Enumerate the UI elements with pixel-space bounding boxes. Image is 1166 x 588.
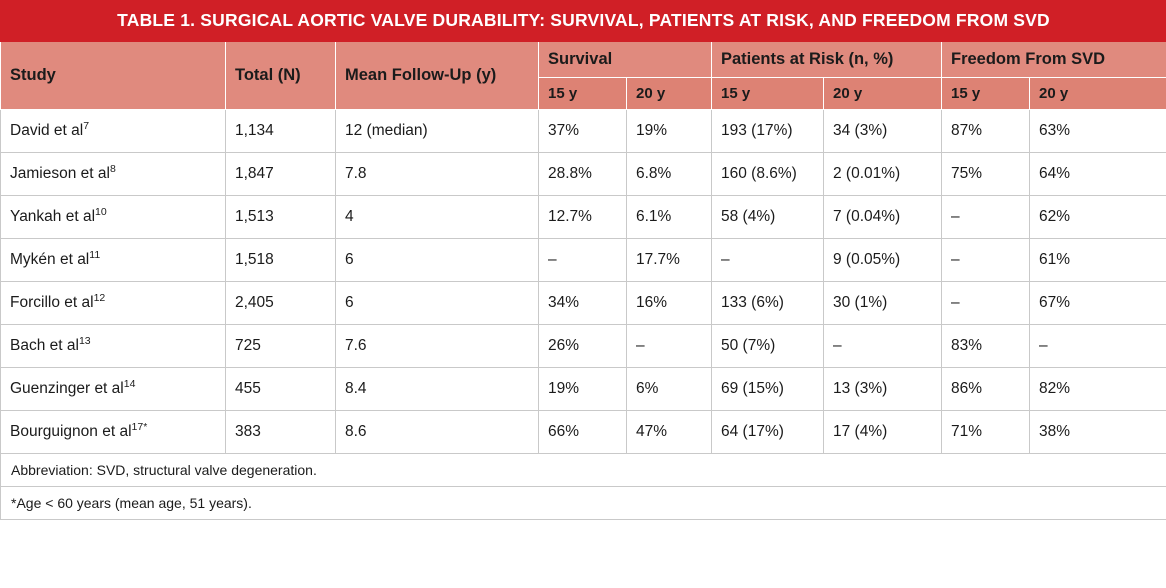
cell-total: 725 bbox=[226, 325, 336, 368]
cell-risk-20y: 7 (0.04%) bbox=[824, 196, 942, 239]
header-svd-20y: 20 y bbox=[1030, 78, 1166, 110]
study-reference: 17* bbox=[131, 420, 148, 433]
cell-risk-20y: 17 (4%) bbox=[824, 411, 942, 454]
cell-follow-up: 7.8 bbox=[336, 153, 539, 196]
cell-total: 1,518 bbox=[226, 239, 336, 282]
cell-survival-15y: 66% bbox=[539, 411, 627, 454]
cell-risk-20y: 9 (0.05%) bbox=[824, 239, 942, 282]
cell-svd-15y: – bbox=[942, 196, 1030, 239]
cell-survival-20y: 6% bbox=[627, 368, 712, 411]
cell-risk-20y: 2 (0.01%) bbox=[824, 153, 942, 196]
table-row bbox=[1, 153, 1166, 196]
study-name: Jamieson et al bbox=[10, 165, 110, 182]
study-reference: 13 bbox=[78, 334, 91, 347]
study-name: Bourguignon et al bbox=[10, 423, 132, 440]
cell-risk-20y: 13 (3%) bbox=[824, 368, 942, 411]
cell-total: 1,513 bbox=[226, 196, 336, 239]
table-row bbox=[1, 282, 1166, 325]
cell-survival-15y: 37% bbox=[539, 110, 627, 153]
cell-svd-15y: 87% bbox=[942, 110, 1030, 153]
cell-follow-up: 8.6 bbox=[336, 411, 539, 454]
cell-risk-15y: 50 (7%) bbox=[712, 325, 824, 368]
table-body bbox=[1, 110, 1166, 454]
header-survival-20y: 20 y bbox=[627, 78, 712, 110]
cell-total: 2,405 bbox=[226, 282, 336, 325]
cell-survival-20y: – bbox=[627, 325, 712, 368]
footnote-row bbox=[1, 454, 1166, 487]
study-reference: 12 bbox=[93, 291, 106, 304]
cell-follow-up: 4 bbox=[336, 196, 539, 239]
cell-risk-20y: 34 (3%) bbox=[824, 110, 942, 153]
cell-study bbox=[1, 239, 226, 282]
cell-study bbox=[1, 325, 226, 368]
cell-svd-15y: – bbox=[942, 239, 1030, 282]
cell-svd-20y: 62% bbox=[1030, 196, 1166, 239]
study-reference: 11 bbox=[89, 248, 101, 261]
cell-survival-15y: 12.7% bbox=[539, 196, 627, 239]
footnote-text: Abbreviation: SVD, structural valve degeneration. bbox=[1, 454, 1166, 487]
header-survival: Survival bbox=[539, 42, 712, 78]
cell-survival-20y: 19% bbox=[627, 110, 712, 153]
cell-survival-20y: 6.8% bbox=[627, 153, 712, 196]
cell-study bbox=[1, 110, 226, 153]
cell-risk-15y: 69 (15%) bbox=[712, 368, 824, 411]
cell-svd-20y: – bbox=[1030, 325, 1166, 368]
study-name: Bach et al bbox=[10, 337, 79, 354]
cell-total: 455 bbox=[226, 368, 336, 411]
cell-survival-20y: 16% bbox=[627, 282, 712, 325]
cell-study bbox=[1, 411, 226, 454]
study-reference: 8 bbox=[109, 162, 116, 175]
table-row bbox=[1, 368, 1166, 411]
cell-follow-up: 6 bbox=[336, 282, 539, 325]
header-follow-up: Mean Follow-Up (y) bbox=[336, 42, 539, 110]
cell-svd-15y: 86% bbox=[942, 368, 1030, 411]
cell-survival-20y: 6.1% bbox=[627, 196, 712, 239]
study-name: Yankah et al bbox=[10, 208, 96, 225]
cell-risk-15y: 58 (4%) bbox=[712, 196, 824, 239]
cell-svd-15y: 75% bbox=[942, 153, 1030, 196]
cell-risk-15y: 133 (6%) bbox=[712, 282, 824, 325]
cell-survival-15y: 19% bbox=[539, 368, 627, 411]
cell-follow-up: 8.4 bbox=[336, 368, 539, 411]
header-freedom-from-svd: Freedom From SVD bbox=[942, 42, 1166, 78]
header-row-main bbox=[1, 42, 1166, 78]
table-footnotes bbox=[1, 454, 1166, 520]
header-risk-20y: 20 y bbox=[824, 78, 942, 110]
cell-follow-up: 12 (median) bbox=[336, 110, 539, 153]
study-reference: 14 bbox=[123, 377, 136, 390]
cell-svd-15y: 71% bbox=[942, 411, 1030, 454]
footnote-row bbox=[1, 487, 1166, 520]
study-name: Guenzinger et al bbox=[10, 380, 124, 397]
cell-study bbox=[1, 153, 226, 196]
cell-survival-15y: – bbox=[539, 239, 627, 282]
table-title: TABLE 1. SURGICAL AORTIC VALVE DURABILITY: SURVIVAL, PATIENTS AT RISK, AND FREEDOM FROM SVD bbox=[1, 1, 1166, 42]
cell-total: 383 bbox=[226, 411, 336, 454]
cell-study bbox=[1, 196, 226, 239]
cell-risk-15y: – bbox=[712, 239, 824, 282]
cell-follow-up: 6 bbox=[336, 239, 539, 282]
study-name: Mykén et al bbox=[10, 251, 90, 268]
cell-study bbox=[1, 282, 226, 325]
header-risk-15y: 15 y bbox=[712, 78, 824, 110]
cell-risk-15y: 160 (8.6%) bbox=[712, 153, 824, 196]
study-name: David et al bbox=[10, 122, 84, 139]
study-reference: 7 bbox=[83, 119, 90, 132]
footnote-text: *Age < 60 years (mean age, 51 years). bbox=[1, 487, 1166, 520]
cell-survival-15y: 26% bbox=[539, 325, 627, 368]
cell-svd-20y: 61% bbox=[1030, 239, 1166, 282]
cell-survival-15y: 28.8% bbox=[539, 153, 627, 196]
cell-risk-20y: 30 (1%) bbox=[824, 282, 942, 325]
cell-total: 1,134 bbox=[226, 110, 336, 153]
cell-svd-15y: 83% bbox=[942, 325, 1030, 368]
cell-risk-20y: – bbox=[824, 325, 942, 368]
study-reference: 10 bbox=[95, 205, 107, 218]
table-title-row bbox=[1, 1, 1166, 42]
cell-study bbox=[1, 368, 226, 411]
cell-svd-20y: 38% bbox=[1030, 411, 1166, 454]
cell-svd-20y: 67% bbox=[1030, 282, 1166, 325]
cell-risk-15y: 64 (17%) bbox=[712, 411, 824, 454]
cell-total: 1,847 bbox=[226, 153, 336, 196]
header-total: Total (N) bbox=[226, 42, 336, 110]
table-row bbox=[1, 196, 1166, 239]
cell-svd-20y: 63% bbox=[1030, 110, 1166, 153]
table-row bbox=[1, 239, 1166, 282]
table-row bbox=[1, 110, 1166, 153]
table-row bbox=[1, 325, 1166, 368]
header-svd-15y: 15 y bbox=[942, 78, 1030, 110]
cell-svd-15y: – bbox=[942, 282, 1030, 325]
cell-survival-20y: 47% bbox=[627, 411, 712, 454]
cell-survival-15y: 34% bbox=[539, 282, 627, 325]
header-survival-15y: 15 y bbox=[539, 78, 627, 110]
header-patients-at-risk: Patients at Risk (n, %) bbox=[712, 42, 942, 78]
cell-svd-20y: 64% bbox=[1030, 153, 1166, 196]
cell-risk-15y: 193 (17%) bbox=[712, 110, 824, 153]
study-name: Forcillo et al bbox=[10, 294, 94, 311]
cell-svd-20y: 82% bbox=[1030, 368, 1166, 411]
header-study: Study bbox=[1, 42, 226, 110]
cell-follow-up: 7.6 bbox=[336, 325, 539, 368]
cell-survival-20y: 17.7% bbox=[627, 239, 712, 282]
table-row bbox=[1, 411, 1166, 454]
